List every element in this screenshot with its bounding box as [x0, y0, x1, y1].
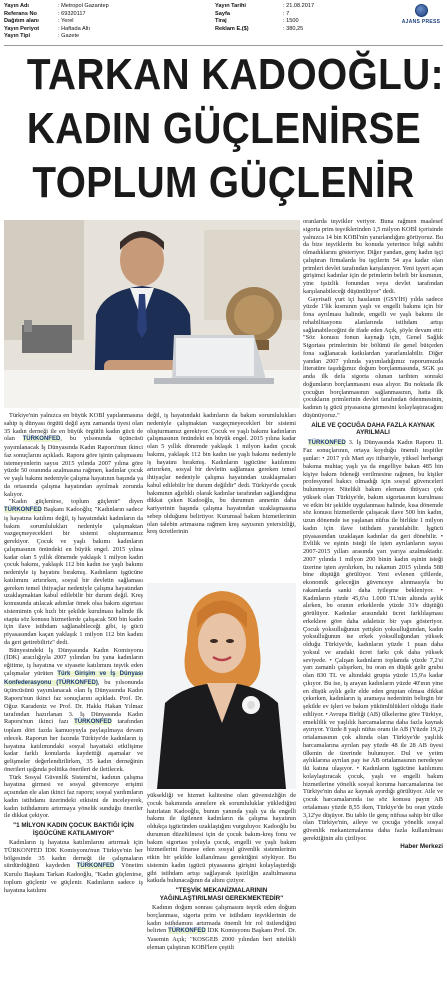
paragraph-incentives [147, 904, 296, 952]
paragraph-social-security: Türk Sosyal Güvenlik Sistemi'ni, kadının çalışma hayatına girmesi ve sosyal güvenceye erişimi açısından ele alan ikinci faz raporu; sosyal yardımların kadın istihdamı üzerindeki etkisini de inceleyerek, kadın istihdamını artırmaya yönelik sunduğu öneriler ile dikkat çekiyor. [4, 773, 143, 820]
text: , bu yılsonunda üçüncüsü yayımlanacak İş Dünyasında Kadın Raporu'nun ikinci faz sonuçlarını açıkladı. Rapora göre işinin çalışmasını istemeyenlerin sayısı 2015 yılında 2007 yılına göre yüzde 50 oranında azalmasına rağmen, kadınlar çocuk ve yaşlı bakımı nedeniyle çalışma hayatının başında ya da ortasında çalışma hayatından ayrılmak zorunda kalıyor. [4, 435, 143, 498]
header-right-info [215, 3, 314, 33]
label-reference: Referans No [4, 10, 37, 17]
value-distribution: : Yerel [58, 18, 74, 25]
ajans-press-logo [398, 4, 444, 27]
value-type: : Gazete [58, 33, 80, 40]
article-column-1 [4, 412, 143, 1000]
label-page: Sayfa [215, 10, 230, 17]
text: Başkanı Kadooğlu; "Kadınların sadece iş hayatına katılımı değil, iş hayatındaki kadınların da bakım sorumlulukları nedeniyle çalışmaktan vazgeçmeyecekleri bir sistemi oluşturmamız gerekiyor. Çocuk ve yaşlı bakımı kadınların çalışmasının önündeki en büyük engel. 2015 yılına kadar olan 5 yıllık dönemde yaklaşık 1 milyon kadın çocuk bakımı, yaklaşık 112 bin kadın ise yaşlı bakımı nedeniyle iş hayatını bırakmış. Kadınların işgücüne katılımını artırırken, sosyal bir devletin sağlaması gereken temel ihtiyaçlar nedeniyle çalışma hayatından uzaklaşmaktan kabul edilebilir bir durum değil. Kreş konusunda atılacak adımlar ömek olsa bakım sigortası sistemimin çok hızlı bir şekilde kurulması halinde ilk etapta söz konusu hizmetlerde çalışacak 500 bin kadın için ilave istihdam sağlanabileceği gibi, iş gücü piyasasından kaçan yaklaşık 1 milyon 112 bin kadını da geri getirebiliriz" dedi. [4, 506, 143, 646]
text: 3. İş Dünyasında Kadın Raporu II. Faz sonuçlarının, ortaya koyduğu önemli tespitler şunlar: • 2017 yılı Mart ayı itibariyle, yüksel herhangi bakıma muhtaç yaşlı ya da engelliye bakan 485 bin kişiye bakım ödeneği verilmesine rağmen, bu kişiler profesyonel bakıcı olmadığı için sosyal güvenceleri bulunmuyor. Nitelikli bakım elemanı ihtiyacı çok yüksek olan Türkiye'de, bakım sigortasının kurulması ve etkin bir şekilde uygulanması halinde, kısa dönemde söz konusu hizmetlerde çalışacak ilave 500 bin kadın, uzun dönemde ise yaşlanan nüfus ile birlikte 1 milyon kadın için ilave istihdam yaratılabilir. İşgücü piyasasından uzaklaşan kadınlar da geri dönebilir. • Evlilik ve eşinin isteği ile işten ayrılanların sayısı 2007-2015 yılları arasında yarı yarıya azalmaktadır. 2007 yılında 1 milyon 200 binin kadın eşinin isteği üzerine işten ayrılırken, bu rakamın 2015 yılında 588 bine düştüğü görülüyor. Yeni evlenen çiftlerde, ekonomik geleceğin güvenceye alınmasıyla bu rakamlarda sanki daha iyileşme bekleniyor. • Kadınların yüzde 45,6'sı 1.000 TL'nin altında aylık alırken, bu oranın erkeklerde yüzde 31'e düştüğü görülüyor. Kadınlar arasındaki ücret farklılaşması erkeklere göre daha adaletsiz bir yapı gösteriyor. Çocuk yoksulluğunun yetişkin yoksulluğundan, kadın yoksulluğunun ise erkek yoksulluğundan yüksek olduğu Türkiye'de, kadınların yüzde 1 puan daha yoksul ve aradaki ücret farkı çok daha yüksek seviyede. • Çalışan kadınların toplamda yüzde 7,2'si yarı zamanlı çalışırken, bu oran en düşük gelir grubu olan 830 TL ve altındaki grupta yüzde 15,9'a kadar çıkıyor. Bu ise, iş arayan kadınların yüzde 40'ının yine en düşük aylık gelir elde eden gruptan olması dikkat çekerken, kadınların iş aramaya nedeninin belirgin bir şekilde ev işleri ve bakım yükümlülükleri olduğu ifade ediliyor. • Avrupa Birliği (AB) ülkelerine göre Türkiye, emeklilik ve yaşlılık harcamalarına daha fazla kaynak ayırıyor. Yüzde 8 yaşlı nüfus oranı ile AB (Yüzde 19,2) ortalamasının çok altında olan Türkiye'de yaşlılık harcamalarına ayrılan pay yüzde 48 ile 28 AB üyesi ülkenin de üzerinde bulunuyor. Dul ve yetim aylıklarına ayrılan pay ise AB ortalamasının neredeyse iki katına ulaşıyor. • Kadınların işgücüne katılımını kolaylaştıracak çocuk, yaşlı ve engelli bakım hizmetlerine yönelik sosyal koruma harcamalarına ise Türkiye'nin daha az kaynak ayırdığı görülüyor. Aile ve çocuk harcamalarında ise söz konusu payın AB ortalaması yüzde 8,55 iken, Türkiye'de bu oran yüzde 3,12'ye düşüyor. Bu tablo ile genç nüfusa sahip bir ülke olan Türkiye'nin, aileye ve çocuğa yönelik sosyal güvenlik mekanizmalarına daha fazla kullanılması gerektiğinin altı çiziliyor. [303, 438, 443, 842]
value-reference: : 69320117 [58, 10, 86, 17]
subheading-2: "TEŞVİK MEKANİZMALARININ YAĞINLAŞTIRILMASI GEREKMEKTEDİR" [159, 887, 284, 902]
text: Yönetim Kurulu Başkanı Tarkan Kadooğlu, "Kadın güçlenirse, toplum güçlenir ve güçlenir. Kadınların sadece iş hayatına katılımı [4, 862, 143, 894]
paragraph-findings [303, 439, 443, 843]
text: Kadının doğum sonrası çalışmasını teşvik eden doğum borçlanması, sigorta prim ve istihdam teşviklerinin de kadın istihdamını artırmada önemli bir rol üstlendiğini belirten [147, 904, 296, 935]
text: Bünyesindeki İş Dünyasında Kadın Komisyonu (İDK) aracılığıyla 2007 yılından bu yana kadınların eğitime, iş hayatına ve siyasete katılımını teşvik eden çalışmalar yürüten [4, 646, 143, 677]
article-column-2-top [147, 412, 296, 582]
value-period: : Haftada Altı [58, 25, 91, 32]
paragraph-insurance: yüksekliği ve hizmet kalitesine olan güvensizliğin de çocuk bakımında annelere ek sorumluluklar yüklediğini hatırlatan Kadooğlu, bunun yanında yaşlı ya da engelli bakımı ile ilgilenen kadınların da çalışma hayatının oldukça işgücünden uzaklaştığını vurguluyor. Kadooğlu bu durumun düzeltilmesi için de çocuk bakım-kreş fonu ve bakım sigortası yoluyla çocuk, engelli ve yaşlı bakım hizmetlerini finanse eden sosyal güvenlik sistemlerinin etkin bir şekilde kullanılması gerektiğini söylüyor. Bu sistemin kadın işgücü piyasasına girişini kolaylaştırdığı gibi istihdam artışı sağlayarak işsizliğin azaltılmasına katkıda bulunacağının da altını çiziyor. [147, 792, 296, 885]
label-ad-value: Reklam E.($) [215, 25, 249, 32]
photo-tarkan-kadooglu [4, 220, 300, 408]
label-type: Yayın Tipi [4, 33, 31, 40]
label-distribution: Dağıtım alanı [4, 18, 39, 25]
paragraph-care: değil, iş hayatındaki kadınların da bakım sorumlulukları nedeniyle çalışmaktan vazgeçmeyecekleri bir sistemi oluşturmamız gerekiyor. Çocuk ve yaşlı bakımı kadınların çalışmasının önündeki en büyük engel. 2015 yılına kadar olan 5 yıllık dönemde yaklaşık 1 milyon kadın çocuk bakımı, yaklaşık 112 bin kadın ise yaşlı bakımı nedeniyle iş hayatını bırakmış. Kadınların işgücüne katılımını artırırken, sosyal bir devletin sağlaması gereken temel ihtiyaçlar nedeniyle çalışma hayatından uzaklaşmaları kabul edilebilir bir durum değildir" dedi. Türkiye'de çocuk bakımının ağırlıklı olarak kadınlar tarafından sağlandığına dikkat çeken Kadooğlu, bu durumun annenin daha kariyerinin başında çalışma hayatından uzaklaşmasına sebep olduğunu belirtiyor. Kurumsal bakım hizmetlerinin olan talebin artmasına rağmen kreş sayısının yetersizliği, kreş ücretlerinin [147, 412, 296, 536]
headline-line-1: TARKAN KADOOĞLU: [26, 50, 444, 99]
paragraph-intro [4, 412, 143, 498]
headline-line-2: KADIN GÜÇLENİRSE [26, 104, 422, 153]
org-highlight: TÜRKONFED [22, 436, 61, 443]
org-highlight: TÜRKONFED [76, 863, 115, 870]
text: Kadınların iş hayatına katılımlarını artırmak için TÜRKONFED İDK Komisyonu'nun Türkiye'nin her bölgesinde 35 kadın derneği ile çalışmaların sürdürdüğünü kaydeden [4, 839, 143, 870]
org-highlight: TÜRKONFED [4, 507, 42, 513]
value-circulation: : 1500 [283, 18, 299, 25]
subheading-1: "1 MİLYON KADIN ÇOCUK BAKTIĞI İÇİN İŞGÜCÜNE KATILAMIYOR" [13, 822, 134, 837]
photo-yasemin-acik [147, 583, 296, 789]
paragraph-kosgeb: oranlarda teşvikler veriyor. Buna rağmen maalesef sigorta prim teşviklerinden 1,5 milyon KOBİ içerisinde yalnızca 14 bin KOBİ'nin yararlandığını görüyoruz. Bu da bize teşviklerin bu konuda yeterince bilgi sahibi olmadıklarını gösteriyor. Diğer yandan, genç kadın işçi çalıştıran firmalarda bu işçilerin 54 aya kadar olan primleri devlet tarafından karşılanıyor. Yeni işyeri açan girişimci kadınlar için de primlerin belirli bir kısmının, yine işsizlik fonundan veya devlet tarafından karşılanabileceği düşünülüyor" dedi. [303, 218, 443, 295]
article-column-3 [303, 218, 443, 1000]
text: tarafından toplam dört fazda kamuoyuyla paylaşılmaya devam edecek. Raporun her fazında Türkiye'de kadınların iş hayatına katılımındaki sosyal hayattaki etkilişime kadar farklı konularda kaydettiği aşamalar ve gelişmeler değerlendirilirken, 35 kadın derneğinin önerileri ışığında politika önerileri de iletilecek. [4, 718, 143, 773]
text: İDK Komisyonu Başkanı Prof. Dr. Yasemin Açık; "KOSGEB 2000 yılından beri nitelikli eleman çalıştıran KOBİ'lere çeşitli [147, 927, 296, 951]
text: "Kadın güçlenirse, toplum güçlenir" diyen [9, 498, 143, 506]
paragraph-idk [4, 647, 143, 774]
org-highlight: TÜRKONFED [308, 439, 346, 446]
paragraph-gsyih: Gayrisafi yurt içi hasılanın (GSYİH) yılda sadece yüzde 1'lik kısmının yaşlı ve engelli bakımı için bir fona ayrılması halinde, engelli ve yaşlı bakımı ile rehabilitasyonu alanlarında istihdam artışı sağlanabileceğini de ifade eden Açık, şöyle devam etti: "Söz konusu fonun kaynağı için, Genel Sağlık Sigortası primlerinin bir bölümü ile genel bütçeden fona sağlanacak katkılardan yararlanılabilir. Diğer yandan 2007 yılında yayımladığımız raporumuzda literatüre taşıdığımız doğum borçlanmasında, SGK şu anda ilk defa sigorta olunan tarihten sonraki doğumların borçlanmasını esas alıyor. Bu noktada ilk çocuğun borçlanmasının sağlanmasının, hatta ilk çocukların primlerinin devlet tarafından ödenmesinin, kadının iş gücü piyasasına girmesini kolaylaştıracağını düşünüyoruz." [303, 295, 443, 419]
org-highlight: TÜRKONFED [74, 719, 112, 726]
label-date: Yayın Tarihi [215, 3, 246, 9]
header-left-info [4, 3, 109, 41]
label-period: Yayın Periyot [4, 25, 40, 32]
org-highlight: Türk Girişim ve İş Dünyası Konfederasyonu (TÜRKONFED) [4, 670, 143, 686]
org-highlight: TÜRKONFED [168, 928, 206, 935]
label-publication: Yayın Adı [4, 3, 29, 9]
label-circulation: Tiraj [215, 18, 227, 25]
photo-illustration-man [4, 220, 300, 408]
paragraph-kadooglu [4, 839, 143, 894]
logo-text: AJANS PRESS [401, 19, 441, 25]
value-page: : 7 [283, 10, 290, 17]
press-clipping-header [0, 0, 447, 44]
paragraph-quote [4, 498, 143, 646]
value-publication: : Metropol Gazantep [58, 3, 109, 9]
headline [26, 48, 444, 210]
photo-illustration-woman [147, 583, 296, 789]
article-column-2-bottom [147, 792, 296, 1000]
text: , bu yılsonunda üçüncüsünü yayımlanacak olan İş Dünyasında Kadın Raporu'nun ikinci faz sonuçlarını açıkladı. Prof. Dr. Oğuz Karadeniz ve Prof. Dr. Hakkı Hakan Yılmaz tarafından hazırlanan 3. İş Dünyasında Kadın Raporu'nun ikinci fazı [4, 678, 143, 726]
byline-signature: Haber Merkezi [400, 842, 443, 850]
value-ad-value: : 380,25 [283, 25, 304, 32]
globe-icon [415, 4, 428, 17]
text: Türkiye'nin yalnızca en büyük KOBİ yapılanmasına sahip iş dünyası örgütü değil aynı zamanda üyesi olan 35 kadın derneği ile en büyük örgütlü kadın gücü de olan [4, 412, 143, 443]
headline-line-3: TOPLUM GÜÇLENİR [32, 158, 415, 207]
value-date: : 21.08.2017 [283, 3, 315, 9]
header-divider [4, 45, 443, 46]
subheading-3: AİLE VE ÇOCUĞA DAHA FAZLA KAYNAK AYRILMALI [311, 421, 435, 437]
